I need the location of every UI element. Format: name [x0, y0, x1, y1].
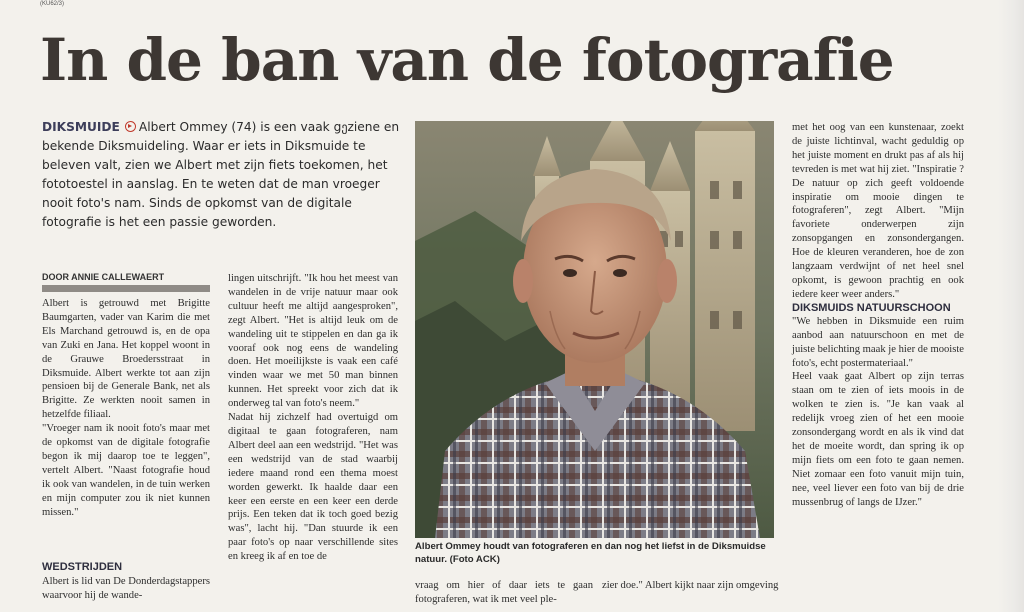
headline: In de ban van de fotografie [40, 26, 894, 94]
subhead-diksmuids-natuurschoon: DIKSMUIDS NATUURSCHOON [792, 301, 951, 314]
scan-edge-shadow [998, 0, 1024, 612]
article-column-1-tail [42, 575, 210, 603]
article-paragraph: Heel vaak gaat Albert op zijn terras staan om te zien of iets moois in de wolken te zien is. "Je kan vaak al redelijk vroeg zien of het een mooie zonsondergang wordt en als ik vind dat het de moeite wordt, dan spring ik op mijn fiets om een foto te gaan nemen. Niet zomaar een foto vanuit mijn tuin, nee, veel liever een foto van bij de drie mussenbrug of langs de IJzer." [792, 371, 964, 508]
byline-rule [42, 285, 210, 292]
article-paragraph: Albert is lid van De Donderdagstappers waarvoor hij de wande- [42, 576, 210, 601]
portrait-photo [415, 121, 774, 538]
photo-caption: Albert Ommey houdt van fotograferen en dan nog het liefst in de Diksmuidse natuur. (Foto ACK) [415, 541, 766, 565]
lead-paragraph [42, 118, 408, 232]
article-paragraph: Albert is getrouwd met Brigitte Baumgarten, vader van Karim die met Els Marchand getrouwd is, en de opa van Zuki en Jana. Het koppel woont in de Grauwe Broedersstraat in Diksmuide. Albert werkte tot aan zijn pensioen bij de Generale Bank, net als Brigitte. Ze werkten nooit samen in hetzelfde filiaal. [42, 298, 210, 421]
article-paragraph: Nadat hij zichzelf had overtuigd om digitaal te gaan fotograferen, nam Albert deel aan een wedstrijd. "Het was een wedstrijd van de stad waarbij iedere maand rond een thema moest worden gewerkt. Ik haalde daar een keer een eerste en een keer een derde prijs. Een teken dat ik toch goed bezig was", lacht hij. "Dan stuurde ik een paar foto's op naar verschillende sites en kreeg ik af en toe de [228, 412, 398, 563]
article-paragraph: met het oog van een kunstenaar, zoekt de juiste lichtinval, wacht geduldig op het juiste moment en drukt pas af als hij tevreden is met wat hij ziet. "Inspiratie ? De natuur op zich geeft voldoende inspiratie om mooie dingen te fotograferen", zegt Albert. "Mijn favoriete onderwerpen zijn zonsopgangen en zonsondergangen. Hoe de kleuren veranderen, hoe de zon langzaam verdwijnt of net heel snel opkomt, is gewoon prachtig en ook iedere keer weer anders." [792, 122, 964, 300]
article-paragraph: "Vroeger nam ik nooit foto's maar met de opkomst van de digitale fotografie begon ik mij daarop toe te leggen", vertelt Albert. "Naast fotografie houd ik ook van wandelen, in de tuin werken en mijn computer zou ik niet kunnen missen." [42, 423, 210, 518]
article-paragraph: "We hebben in Diksmuide een ruim aanbod aan natuurschoon en met de juiste belichting maak je hier de mooiste foto's, echt postermateriaal." [792, 315, 964, 369]
dateline-place: DIKSMUIDE [42, 120, 120, 134]
article-column-3 [415, 579, 593, 607]
article-paragraph: vraag om hier of daar iets te gaan fotograferen, wat ik met veel ple- [415, 580, 593, 605]
article-paragraph: lingen uitschrijft. "Ik hou het meest van wandelen in de vrije natuur maar ook cultuur heeft me altijd aangesproken", zegt Albert. "Het is altijd leuk om de wandeling uit te stippelen en dan ga ik vooraf ook nog eens de wandeling doen. Het moeilijkste is vaak een café vinden waar we met 50 man binnen kunnen. Het spreekt voor zich dat ik onderweg tal van foto's neem." [228, 273, 398, 410]
article-column-1 [42, 297, 210, 520]
page-code: (KU62/3) [40, 1, 65, 7]
article-column-4 [602, 579, 782, 593]
article-column-2 [228, 272, 398, 564]
portrait-photo-illustration [415, 121, 774, 538]
lead-text: Albert Ommey (74) is een vaak gეziene en bekende Diksmuideling. Waar er iets in Diksmuide te beleven valt, zien we Albert met zijn fiets toekomen, het fototoestel in aanslag. En te weten dat de man vroeger nooit foto's nam. Sinds de opkomst van de digitale fotografie is het een passie geworden. [42, 120, 400, 229]
byline: DOOR ANNIE CALLEWAERT [42, 272, 165, 282]
article-column-5 [792, 121, 964, 509]
subhead-wedstrijden: WEDSTRIJDEN [42, 561, 123, 573]
dateline-bullet-icon [125, 121, 136, 132]
article-paragraph: zier doe." Albert kijkt naar zijn omgeving [602, 580, 779, 591]
